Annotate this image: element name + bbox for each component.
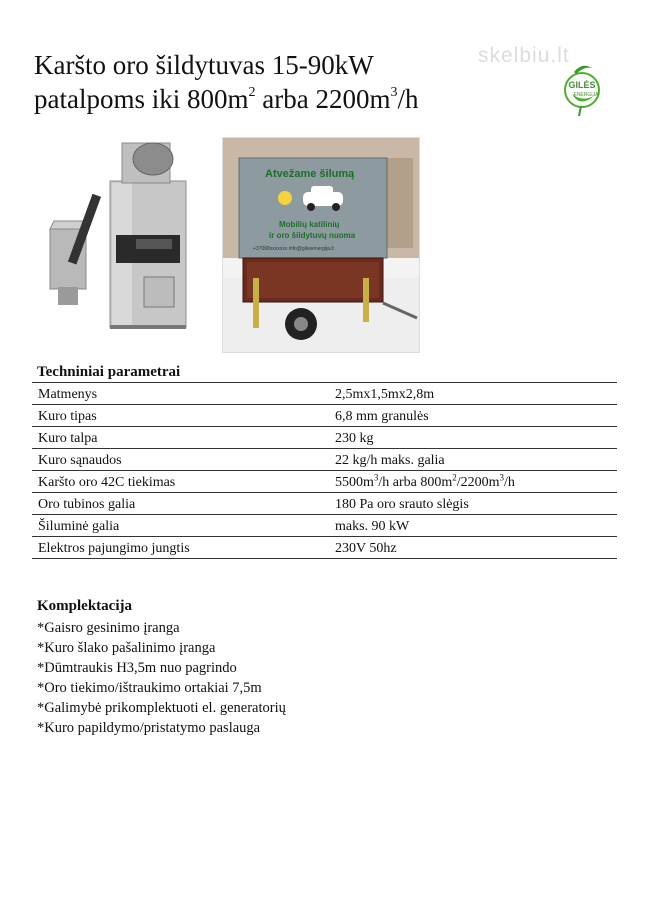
- table-row: Karšto oro 42C tiekimas $5500m^3/h$ arba $800m^2/2200m^3/h$: [32, 471, 617, 493]
- table-row: Oro tubinos galia 180 Pa oro srauto slėgis: [32, 493, 617, 515]
- kit-title: Komplektacija: [37, 598, 132, 614]
- table-row: Šiluminė galia maks. 90 kW: [32, 515, 617, 537]
- trailer-banner-top: Atvežame šilumą: [265, 168, 355, 180]
- list-item: *Kuro papildymo/pristatymo paslauga: [37, 720, 261, 736]
- title-line-2: patalpoms iki $800m^2$ arba $2200m^3/h$: [34, 84, 419, 114]
- trailer-banner-mid1: Mobilių katilinių: [279, 220, 340, 229]
- table-row: Matmenys 2,5mx1,5mx2,8m: [32, 383, 617, 405]
- list-item: *Gaisro gesinimo įranga: [37, 620, 180, 636]
- giles-energija-logo: [552, 56, 618, 116]
- table-row: Kuro tipas 6,8 mm granulės: [32, 405, 617, 427]
- list-item: *Kuro šlako pašalinimo įranga: [37, 640, 216, 656]
- watermark: skelbiu.lt: [478, 44, 570, 67]
- kit-list: [37, 618, 286, 738]
- table-row: Elektros pajungimo jungtis 230V 50hz: [32, 537, 617, 559]
- list-item: *Dūmtraukis H3,5m nuo pagrindo: [37, 660, 237, 676]
- list-item: *Galimybė prikomplektuoti el. generatorių: [37, 700, 286, 716]
- table-row: Kuro sąnaudos 22 kg/h maks. galia: [32, 449, 617, 471]
- title-line-1: Karšto oro šildytuvas 15-90kW: [34, 50, 374, 80]
- params-title: Techniniai parametrai: [37, 364, 181, 380]
- page-title: [34, 48, 418, 116]
- trailer-banner-mid2: ir oro šildytuvų nuoma: [269, 231, 356, 240]
- table-row: Kuro talpa 230 kg: [32, 427, 617, 449]
- list-item: *Oro tiekimo/ištraukimo ortakiai 7,5m: [37, 680, 262, 696]
- heater-photo: [40, 137, 200, 337]
- logo-name-top: GILĖS: [568, 80, 596, 90]
- trailer-banner-contact: +37068xxxxxxx info@gilesenergija.lt: [253, 246, 334, 252]
- logo-name-bottom: ENERGIJA: [573, 92, 599, 98]
- params-table: [32, 382, 617, 559]
- trailer-photo: [222, 137, 420, 353]
